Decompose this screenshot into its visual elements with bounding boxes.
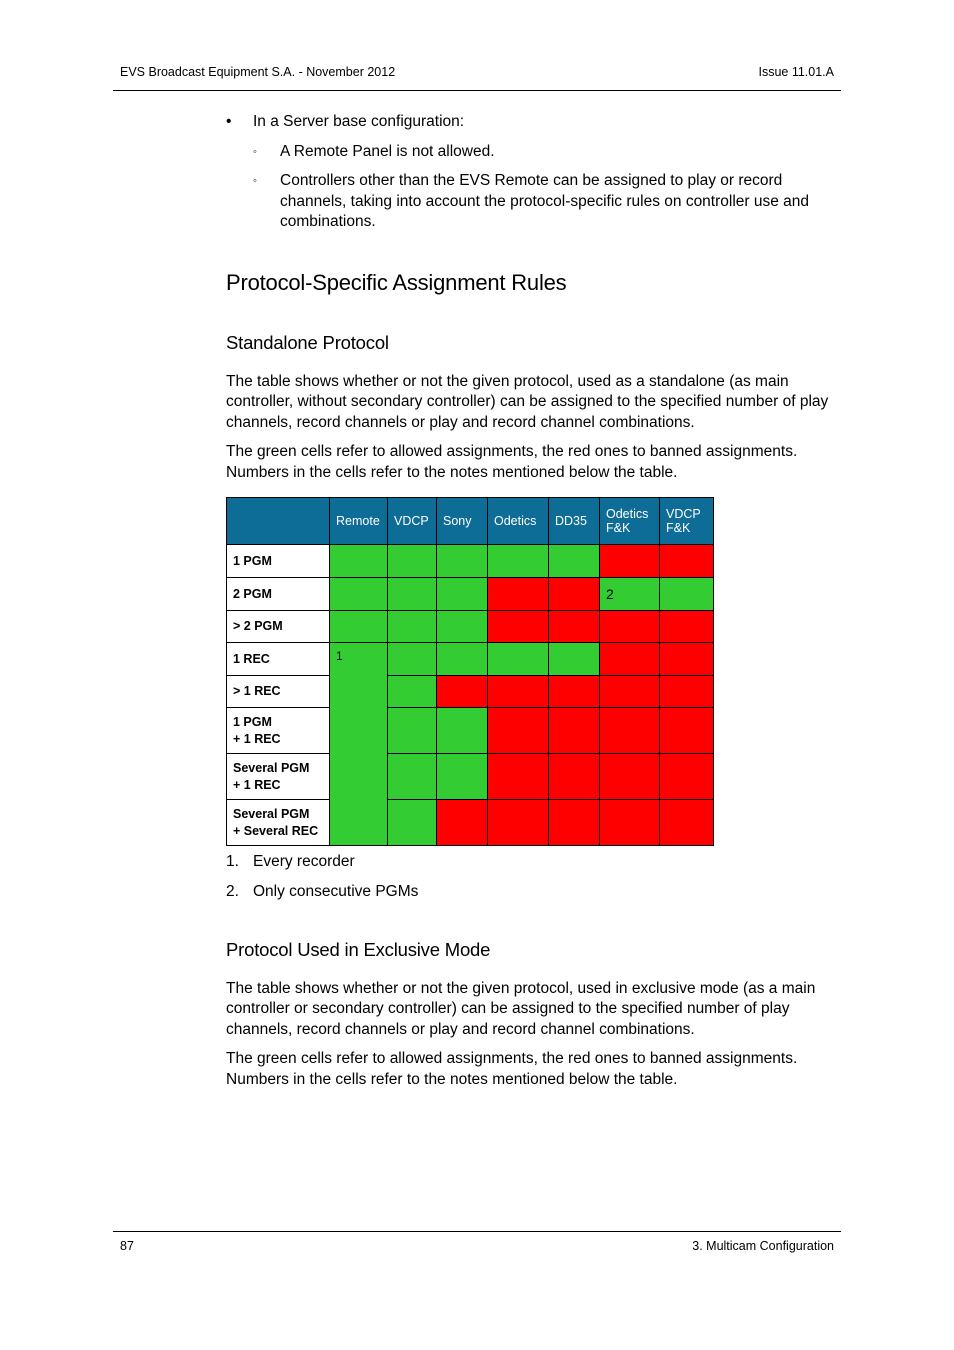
table-row [227, 708, 714, 754]
sub-bullet-item [226, 142, 836, 163]
allowed-cell [437, 643, 488, 676]
allowed-cell [330, 643, 388, 846]
banned-cell [600, 611, 660, 643]
column-header: Odetics F&K [600, 498, 660, 545]
banned-cell [660, 754, 714, 800]
banned-cell [660, 643, 714, 676]
sub-bullet-text: A Remote Panel is not allowed. [280, 142, 495, 160]
bullet-text: In a Server base configuration: [253, 113, 465, 130]
banned-cell [549, 800, 600, 846]
lower-content [226, 852, 836, 1099]
allowed-cell [330, 545, 388, 578]
cell-note-number: 1 [336, 649, 343, 663]
note-item [226, 852, 836, 873]
exclusive-title: Protocol Used in Exclusive Mode [226, 939, 491, 960]
section-title: Protocol-Specific Assignment Rules [226, 269, 567, 295]
row-label: 1 PGM + 1 REC [227, 708, 330, 754]
allowed-cell [437, 545, 488, 578]
note-text: Only consecutive PGMs [253, 882, 419, 900]
banned-cell [437, 676, 488, 708]
allowed-cell [388, 545, 437, 578]
allowed-cell [549, 545, 600, 578]
row-label: Several PGM + 1 REC [227, 754, 330, 800]
allowed-cell [437, 708, 488, 754]
standalone-title: Standalone Protocol [226, 332, 389, 353]
banned-cell [600, 708, 660, 754]
banned-cell [600, 754, 660, 800]
table-row [227, 545, 714, 578]
allowed-cell [388, 676, 437, 708]
row-label: > 2 PGM [227, 611, 330, 643]
column-header: VDCP F&K [660, 498, 714, 545]
table-row [227, 578, 714, 611]
allowed-cell [437, 578, 488, 611]
column-header: Odetics [488, 498, 549, 545]
banned-cell [437, 800, 488, 846]
allowed-cell [330, 578, 388, 611]
page-footer [113, 1231, 841, 1263]
allowed-cell [600, 578, 660, 611]
banned-cell [488, 708, 549, 754]
banned-cell [600, 800, 660, 846]
banned-cell [549, 676, 600, 708]
column-header: Sony [437, 498, 488, 545]
banned-cell [549, 754, 600, 800]
banned-cell [600, 676, 660, 708]
standalone-para1: The table shows whether or not the given protocol, used as a standalone (as main controller, without secondary controller) can be assigned to the specified number of play channels, record channels or play and record channel combinations. [226, 372, 829, 431]
allowed-cell [488, 643, 549, 676]
row-label: 2 PGM [227, 578, 330, 611]
column-header: DD35 [549, 498, 600, 545]
exclusive-para2: The green cells refer to allowed assignments, the red ones to banned assignments. Numbers in the cells refer to the notes mentioned below the table. [226, 1050, 798, 1088]
banned-cell [549, 578, 600, 611]
table-row [227, 676, 714, 708]
table-row [227, 754, 714, 800]
page-header [113, 65, 841, 91]
main-content [226, 112, 836, 492]
banned-cell [488, 676, 549, 708]
allowed-cell [330, 611, 388, 643]
banned-cell [660, 611, 714, 643]
note-number: 1. [226, 853, 239, 870]
column-header: Remote [330, 498, 388, 545]
allowed-cell [388, 708, 437, 754]
allowed-cell [437, 611, 488, 643]
table-row [227, 643, 714, 676]
allowed-cell [437, 754, 488, 800]
banned-cell [660, 708, 714, 754]
note-number: 2. [226, 882, 239, 900]
footer-chapter: 3. Multicam Configuration [692, 1239, 834, 1253]
note-item [226, 882, 836, 903]
allowed-cell [388, 754, 437, 800]
allowed-cell [388, 800, 437, 846]
banned-cell [488, 754, 549, 800]
allowed-cell [388, 578, 437, 611]
footer-page-number: 87 [120, 1239, 134, 1253]
bullet-item [226, 112, 836, 133]
banned-cell [488, 800, 549, 846]
table-header-row [227, 498, 714, 545]
table-corner-cell [227, 498, 330, 545]
banned-cell [600, 545, 660, 578]
banned-cell [600, 643, 660, 676]
allowed-cell [488, 545, 549, 578]
allowed-cell [388, 643, 437, 676]
sub-bullet-marker: ◦ [253, 145, 257, 158]
sub-bullet-text: Controllers other than the EVS Remote can be assigned to play or record channels, taking into account the protocol-specific rules on controller use and combinations. [280, 172, 810, 230]
bullet-marker: • [226, 113, 232, 130]
cell-note-number: 2 [606, 586, 614, 602]
banned-cell [549, 611, 600, 643]
note-text: Every recorder [253, 853, 355, 870]
standalone-table [226, 497, 714, 846]
banned-cell [488, 611, 549, 643]
allowed-cell [549, 643, 600, 676]
banned-cell [488, 578, 549, 611]
sub-bullet-item [226, 171, 836, 233]
exclusive-para1: The table shows whether or not the given protocol, used in exclusive mode (as a main controller or secondary controller) can be assigned to the specified number of play channels, record channels or play and record channel combinations. [226, 979, 816, 1038]
header-right: Issue 11.01.A [758, 65, 834, 79]
table-row [227, 800, 714, 846]
row-label: Several PGM + Several REC [227, 800, 330, 846]
row-label: > 1 REC [227, 676, 330, 708]
allowed-cell [388, 611, 437, 643]
row-label: 1 PGM [227, 545, 330, 578]
allowed-cell [660, 578, 714, 611]
column-header: VDCP [388, 498, 437, 545]
banned-cell [660, 800, 714, 846]
row-label: 1 REC [227, 643, 330, 676]
banned-cell [660, 676, 714, 708]
header-left: EVS Broadcast Equipment S.A. - November 2012 [120, 65, 396, 79]
standalone-para2: The green cells refer to allowed assignments, the red ones to banned assignments. Numbers in the cells refer to the notes mentioned below the table. [226, 443, 798, 481]
table-row [227, 611, 714, 643]
banned-cell [660, 545, 714, 578]
banned-cell [549, 708, 600, 754]
sub-bullet-marker: ◦ [253, 175, 257, 187]
